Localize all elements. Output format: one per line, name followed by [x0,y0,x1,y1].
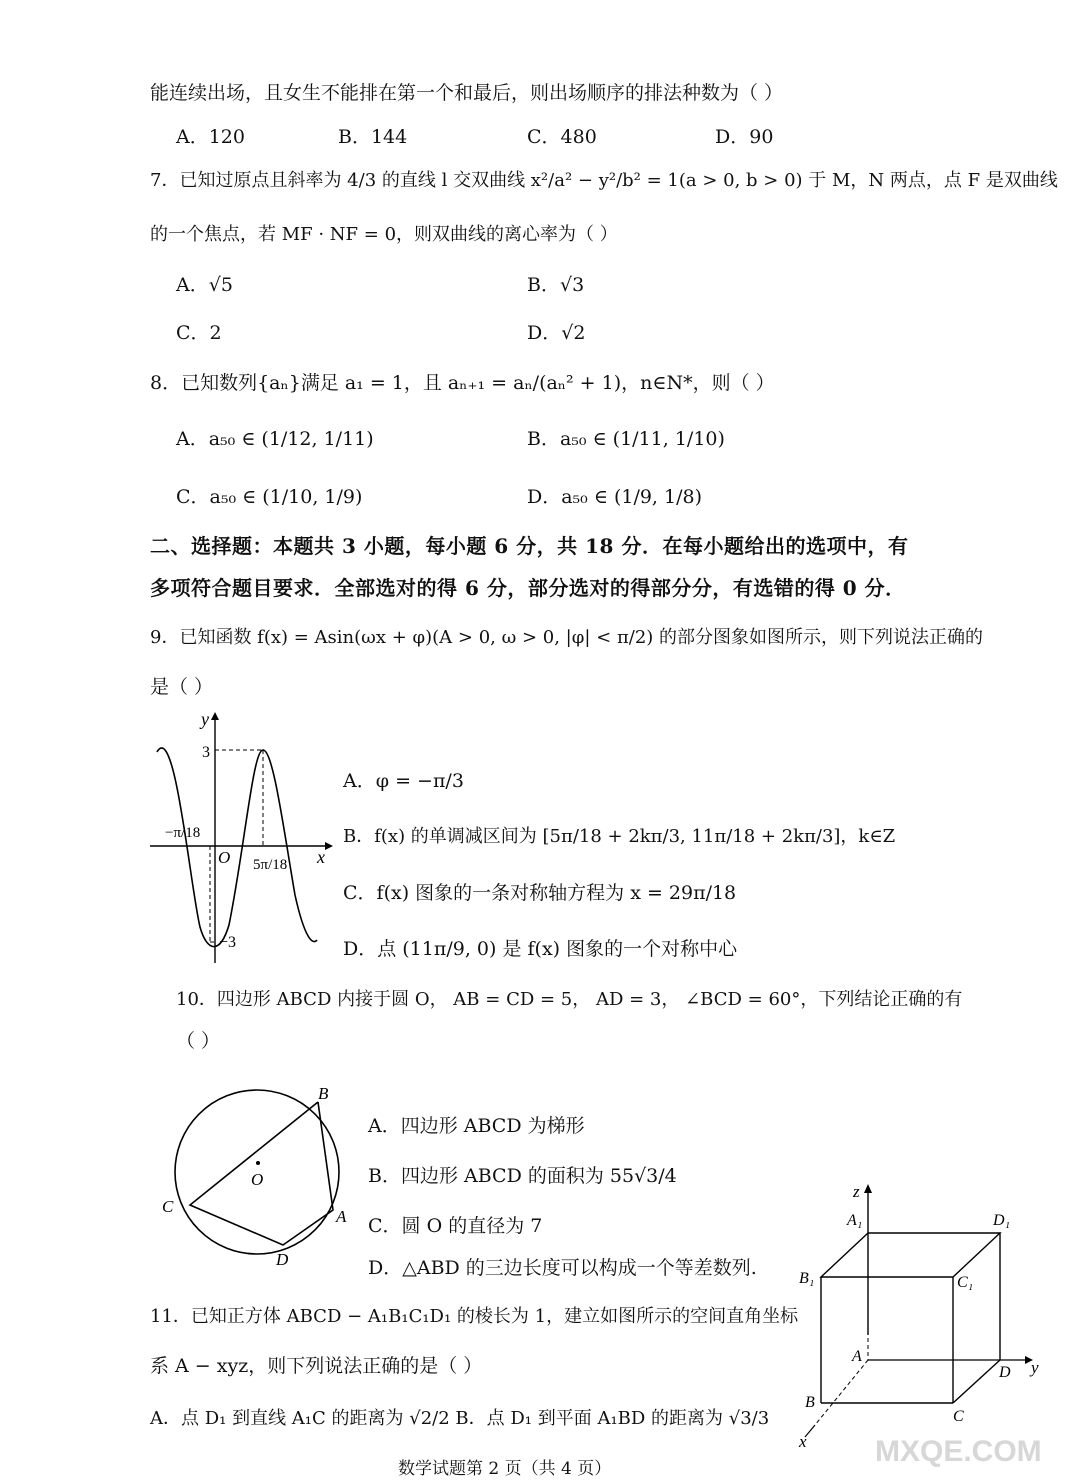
q9-option-d: D．点 (11π/9, 0) 是 f(x) 图象的一个对称中心 [343,938,738,960]
top-face [821,1233,1000,1277]
q10-circle-figure [150,1075,355,1270]
watermark-logo: MXQE.COM [875,1435,1042,1468]
label-d: D [999,1364,1011,1381]
q8-option-c: C．a₅₀ ∈ (1/10, 1/9) [176,486,363,508]
label-a: A [336,1207,347,1226]
label-c1: C₁ [957,1274,974,1291]
x-axis-hidden [815,1360,868,1425]
q7-option-c: C．2 [176,322,222,344]
q11-cube-figure [785,1175,1055,1465]
q9-stem-line1: 9．已知函数 f(x) = Asin(ωx + φ)(A > 0, ω > 0, |φ| < π/2) 的部分图象如图所示，则下列说法正确的 [150,627,984,648]
label-y: y [1031,1358,1039,1377]
q6-option-a: A．120 [176,126,245,148]
label-c: C [162,1197,174,1216]
section2-heading-line1: 二、选择题：本题共 3 小题，每小题 6 分，共 18 分．在每小题给出的选项中，有 [150,534,909,558]
q10-stem-line2: （ ） [176,1030,221,1052]
q9-option-b: B．f(x) 的单调减区间为 [5π/18 + 2kπ/3, 11π/18 + 2kπ/3]，k∈Z [343,826,896,847]
q11-stem-line2: 系 A − xyz，则下列说法正确的是（ ） [150,1355,483,1377]
q10-option-d: D．△ABD 的三边长度可以构成一个等差数列. [368,1257,757,1279]
q10-option-c: C．圆 O 的直径为 7 [368,1215,543,1237]
label-a1: A₁ [847,1212,863,1229]
label-d1: D₁ [993,1212,1011,1229]
y-max-label: 3 [202,744,210,761]
q7-line1: 7．已知过原点且斜率为 4/3 的直线 l 交双曲线 x²/a² − y²/b² = 1(a > 0, b > 0) 于 M，N 两点，点 F 是双曲线 [150,170,1058,191]
center-point [256,1161,260,1165]
q6-option-c: C．480 [527,126,597,148]
label-z: z [853,1182,860,1201]
q7-line2: 的一个焦点，若 MF · NF = 0，则双曲线的离心率为（ ） [150,224,618,245]
sine-curve [157,748,317,947]
label-b1: B₁ [799,1270,815,1287]
q6-option-b: B．144 [338,126,408,148]
q9-stem-line2: 是（ ） [150,676,214,698]
label-c: C [953,1408,964,1425]
q6-option-d: D．90 [715,126,774,148]
label-b: B [318,1084,329,1103]
section2-heading-line2: 多项符合题目要求．全部选对的得 6 分，部分选对的得部分分，有选错的得 0 分． [150,576,906,600]
x-label: x [317,847,325,867]
page-footer: 数学试题第 2 页（共 4 页） [398,1459,612,1479]
q7-option-a: A．√5 [176,274,233,296]
q9-sine-graph [145,705,345,970]
y-axis-arrow [211,712,219,720]
q10-option-a: A．四边形 ABCD 为梯形 [368,1115,585,1137]
q6-tail: 能连续出场，且女生不能排在第一个和最后，则出场顺序的排法种数为（ ） [150,82,784,104]
q10-option-b: B．四边形 ABCD 的面积为 55√3/4 [368,1165,677,1187]
y-min-label: −3 [219,934,237,951]
q8-stem: 8．已知数列{aₙ}满足 a₁ = 1，且 aₙ₊₁ = aₙ/(aₙ² + 1)，n∈N*，则（ ） [150,372,775,394]
q9-option-a: A．φ = −π/3 [343,770,464,792]
q8-option-a: A．a₅₀ ∈ (1/12, 1/11) [176,428,374,450]
q10-stem-line1: 10．四边形 ABCD 内接于圆 O， AB = CD = 5， AD = 3， ∠BCD = 60°，下列结论正确的有 [176,989,963,1010]
q9-option-c: C．f(x) 图象的一条对称轴方程为 x = 29π/18 [343,882,737,904]
q8-option-b: B．a₅₀ ∈ (1/11, 1/10) [527,428,725,450]
z-axis-arrow [864,1184,872,1193]
q8-option-d: D．a₅₀ ∈ (1/9, 1/8) [527,486,702,508]
q11-stem-line1: 11．已知正方体 ABCD − A₁B₁C₁D₁ 的棱长为 1，建立如图所示的空间直角坐标 [150,1306,799,1327]
label-a: A [852,1348,862,1365]
q7-option-b: B．√3 [527,274,585,296]
x-axis-arrow [325,842,333,850]
q7-option-d: D．√2 [527,322,586,344]
origin-label: O [218,848,231,867]
label-o: O [251,1170,264,1189]
x-right-label: 5π/18 [253,857,288,873]
q11-options-ab: A．点 D₁ 到直线 A₁C 的距离为 √2/2 B．点 D₁ 到平面 A₁BD 的距离为 √3/3 [150,1408,770,1429]
x-left-label: −π/18 [165,825,201,841]
label-x: x [799,1432,807,1451]
y-label: y [201,709,209,729]
edge-cd [953,1360,1000,1403]
label-b: B [805,1394,815,1411]
label-d: D [276,1250,289,1269]
